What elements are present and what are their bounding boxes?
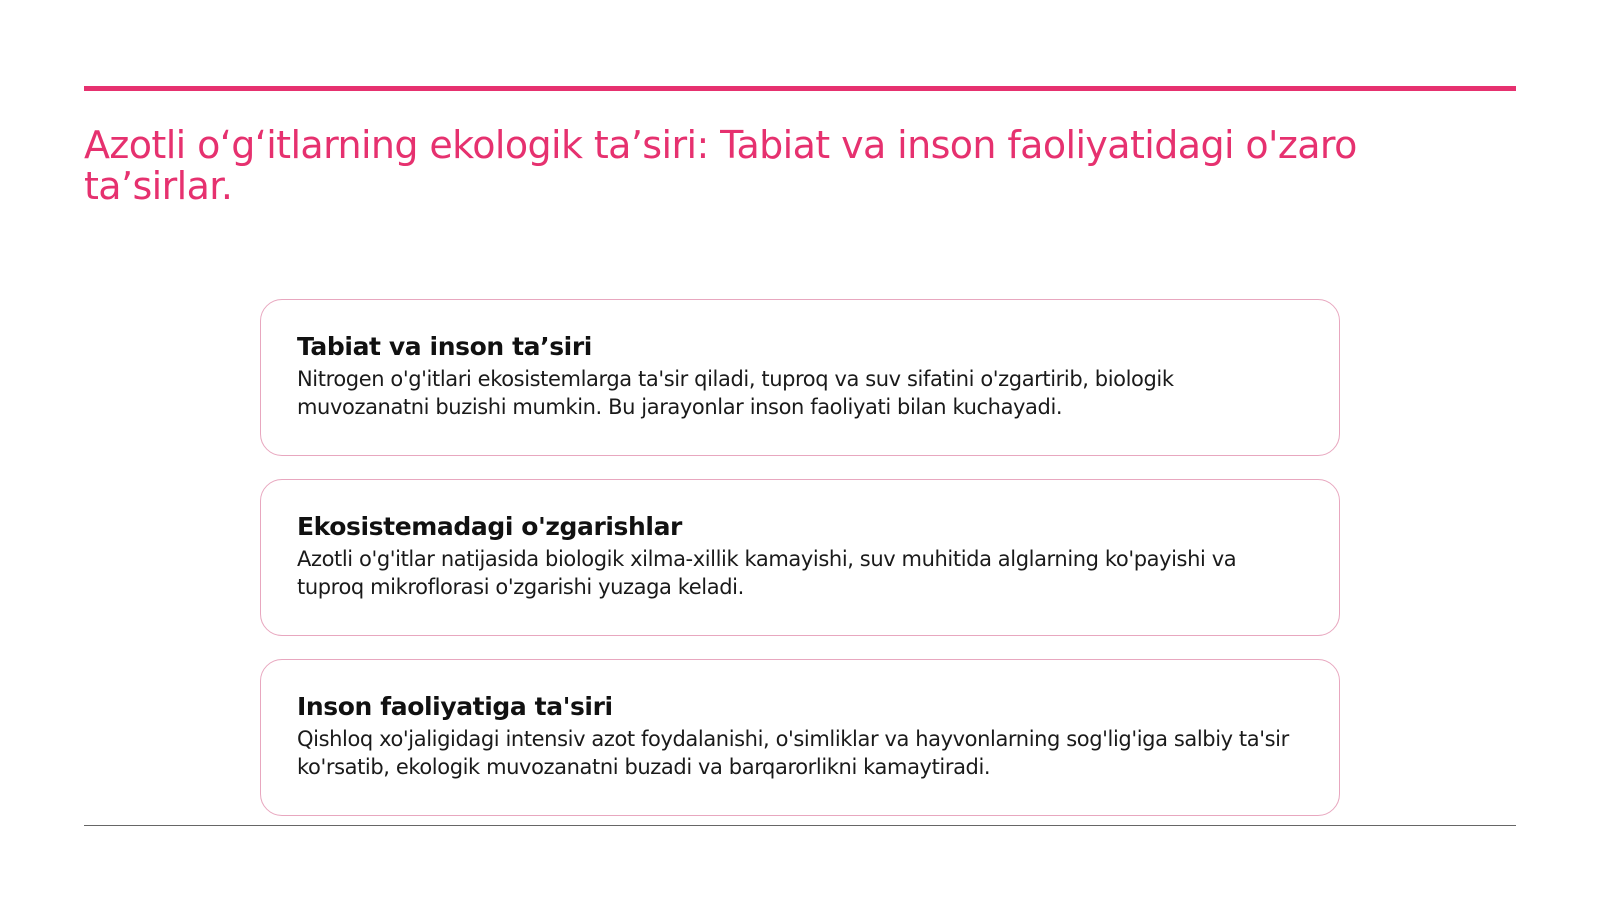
slide-title: Azotli o‘g‘itlarning ekologik ta’siri: Tabiat va inson faoliyatidagi o'zaro ta’sirlar. [84,123,1357,208]
card-text: Azotli o'g'itlar natijasida biologik xilma-xillik kamayishi, suv muhitida alglarning ko'payishi va tuproq mikroflorasi o'zgarishi yuzaga keladi. [297,547,1237,599]
card-human-activity-impact [260,659,1340,816]
card-text: Nitrogen o'g'itlari ekosistemlarga ta'sir qiladi, tuproq va suv sifatini o'zgartirib, biologik muvozanatni buzishi mumkin. Bu jarayonlar inson faoliyati bilan kuchayadi. [297,367,1174,419]
card-heading: Ekosistemadagi o'zgarishlar [297,512,682,541]
top-accent-rule [84,86,1516,91]
card-nature-human-impact [260,299,1340,456]
card-heading: Inson faoliyatiga ta'siri [297,692,613,721]
card-text: Qishloq xo'jaligidagi intensiv azot foydalanishi, o'simliklar va hayvonlarning sog'lig'iga salbiy ta'sir ko'rsatib, ekologik muvozanatni buzadi va barqarorlikni kamaytiradi. [297,727,1289,779]
bottom-divider [84,825,1516,826]
card-ecosystem-changes [260,479,1340,636]
card-list [260,299,1340,839]
card-heading: Tabiat va inson ta’siri [297,332,592,361]
